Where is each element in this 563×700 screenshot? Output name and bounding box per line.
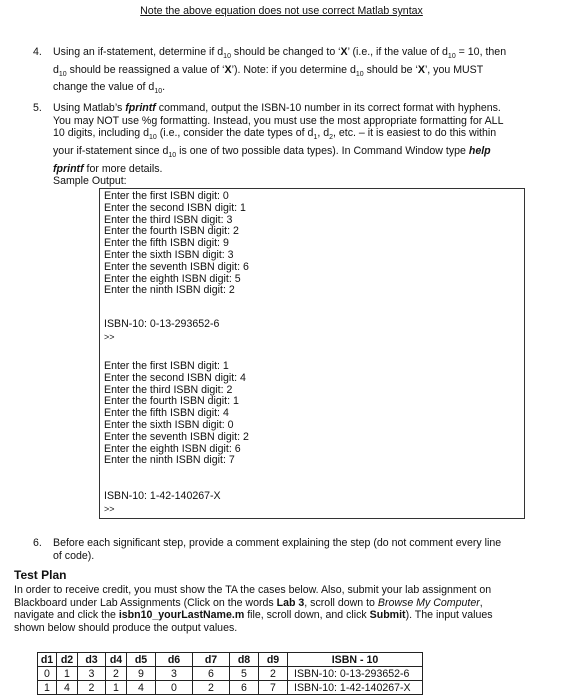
item-5-line-5: fprintf for more details. [53,162,163,175]
test-plan-line-1: In order to receive credit, you must show the TA the cases below. Also, submit your lab assignment on [14,584,492,596]
sample-line: Enter the third ISBN digit: 2 [104,383,233,396]
table-cell: 4 [127,681,156,695]
item-6-line-1: Before each significant step, provide a comment explaining the step (do not comment every line [53,537,502,549]
sample-isbn-result: ISBN-10: 1-42-140267-X [104,490,221,502]
table-cell: 4 [57,681,78,695]
sample-line: Enter the first ISBN digit: 1 [104,360,229,372]
table-header-cell: d4 [106,653,127,667]
table-row [38,681,423,695]
table-header-cell: d5 [127,653,156,667]
test-plan-text [14,584,493,634]
table-cell: 1 [106,681,127,695]
table-header-cell: d9 [259,653,288,667]
item-6-line-2: of code). [53,549,95,562]
table-cell: 7 [259,681,288,695]
table-cell: 2 [193,681,230,695]
top-note: Note the above equation does not use correct Matlab syntax [140,5,423,17]
table-header-cell: d7 [193,653,230,667]
item-5-text [53,102,503,188]
table-cell: 2 [78,681,106,695]
table-cell: 2 [259,667,288,681]
item-4-number: 4. [33,46,42,58]
sample-prompt: >> [104,504,115,514]
sample-output-box [99,188,525,519]
sample-line: Enter the second ISBN digit: 4 [104,371,246,384]
test-plan-line-3: navigate and click the isbn10_yourLastName.m file, scroll down, and click Submit). The input values [14,609,493,622]
sample-line: Enter the first ISBN digit: 0 [104,190,229,202]
item-6-text [53,537,501,562]
item-6-number: 6. [33,537,42,549]
sample-line: Enter the fourth ISBN digit: 2 [104,225,239,238]
table-cell: 6 [230,681,259,695]
item-4-line-3: change the value of $d_{10}$. [53,81,166,96]
test-plan-heading: Test Plan [14,568,67,582]
test-plan-line-2: Blackboard under Lab Assignments (Click on the words Lab 3, scroll down to Browse My Computer, [14,596,483,609]
sample-output-label: Sample Output: [53,175,127,188]
sample-line: Enter the sixth ISBN digit: 0 [104,419,234,431]
table-header-cell: ISBN - 10 [288,653,423,667]
table-cell: 6 [193,667,230,681]
table-cell: 0 [38,667,57,681]
table-cell: ISBN-10: 1-42-140267-X [288,681,423,695]
table-cell: 2 [106,667,127,681]
sample-line: Enter the fifth ISBN digit: 9 [104,237,229,250]
table-cell: 5 [230,667,259,681]
test-cases-table [37,652,423,695]
table-cell: ISBN-10: 0-13-293652-6 [288,667,423,681]
item-5-line-4: your if-statement since $d_{10}$ is one of two possible data types). In Command Window type help [53,144,491,159]
sample-line: Enter the fourth ISBN digit: 1 [104,395,239,408]
table-cell: 3 [78,667,106,681]
sample-isbn-result: ISBN-10: 0-13-293652-6 [104,318,220,330]
test-plan-line-4: shown below should produce the output values. [14,621,238,634]
table-header-cell: d2 [57,653,78,667]
table-header-cell: d8 [230,653,259,667]
sample-line: Enter the sixth ISBN digit: 3 [104,249,234,261]
table-cell: 9 [127,667,156,681]
sample-line: Enter the fifth ISBN digit: 4 [104,407,229,420]
sample-line: Enter the eighth ISBN digit: 6 [104,442,241,455]
table-header-cell: d3 [78,653,106,667]
sample-line: Enter the third ISBN digit: 3 [104,213,233,226]
table-header-cell: d1 [38,653,57,667]
table-cell: 1 [57,667,78,681]
item-5-line-1: Using Matlab’s fprintf command, output the ISBN-10 number in its correct format with hyphens. [53,102,501,114]
item-4-line-1: Using an if-statement, determine if $d_{10}$ should be changed to ‘X’ (i.e., if the value of $d_{10} = 10$, then [53,46,507,61]
sample-line: Enter the ninth ISBN digit: 7 [104,454,235,467]
table-cell: 3 [156,667,193,681]
sample-prompt: >> [104,332,115,342]
sample-line: Enter the second ISBN digit: 1 [104,201,246,214]
table-cell: 1 [38,681,57,695]
sample-line: Enter the ninth ISBN digit: 2 [104,284,235,297]
table-row [38,667,423,681]
sample-line: Enter the eighth ISBN digit: 5 [104,272,241,285]
table-cell: 0 [156,681,193,695]
sample-line: Enter the seventh ISBN digit: 6 [104,260,249,273]
sample-line: Enter the seventh ISBN digit: 2 [104,430,249,443]
item-5-number: 5. [33,102,42,114]
item-4-text [53,46,506,99]
item-5-line-3: 10 digits, including $d_{10}$ (i.e., consider the date types of $d_1$, $d_2$, etc. – it is easiest to do this within [53,127,497,142]
item-4-line-2: $d_{10}$ should be reassigned a value of ‘X’). Note: if you determine $d_{10}$ should be ‘X’, you MUST [53,63,484,78]
table-header-row [38,653,423,667]
table-header-cell: d6 [156,653,193,667]
item-5-line-2: You may NOT use %g formatting. Instead, you must use the most appropriate formatting for ALL [53,114,504,127]
